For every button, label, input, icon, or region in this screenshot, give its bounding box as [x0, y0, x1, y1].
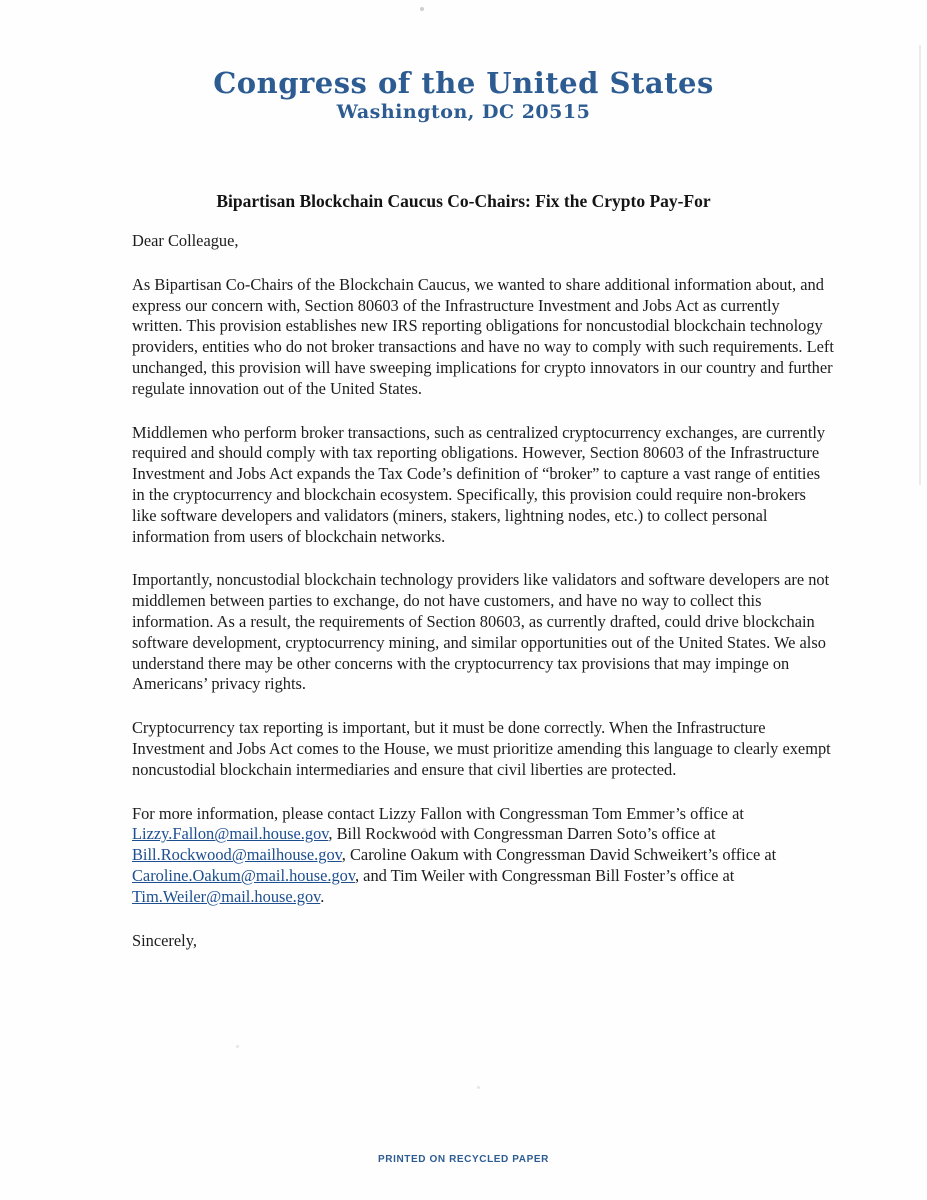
closing: Sincerely, — [132, 930, 197, 950]
contact-text: , Bill Rockwood with Congressman Darren Soto’s office at — [328, 824, 716, 844]
email-link[interactable]: Caroline.Oakum@mail.house.gov — [132, 865, 355, 885]
letter-body — [132, 231, 834, 974]
contact-text: For more information, please contact Lizzy Fallon with Congressman Tom Emmer’s office at — [132, 803, 744, 823]
email-link[interactable]: Tim.Weiler@mail.house.gov — [132, 886, 321, 906]
contact-text: . — [320, 886, 325, 906]
congressional-letterhead — [0, 66, 927, 123]
paragraph-2: Middlemen who perform broker transactions, such as centralized cryptocurrency exchanges, are currently required and should comply with tax reporting obligations. However, Section 80603 of the Infrastructure Investment and Jobs Act expands the Tax Code’s definition of “broker” to capture a vast range of entities in the cryptocurrency and blockchain ecosystem. Specifically, this provision could require non-brokers like software developers and validators (miners, stakers, lightning nodes, etc.) to collect personal information from users of blockchain networks. — [132, 422, 826, 546]
letterhead-title: Congress of the United States — [213, 66, 714, 100]
email-link[interactable]: Lizzy.Fallon@mail.house.gov — [132, 824, 329, 844]
scan-artifact — [420, 7, 424, 11]
letterhead-address: Washington, DC 20515 — [336, 101, 591, 123]
contact-text: , Caroline Oakum with Congressman David Schweikert’s office at — [341, 845, 777, 865]
paragraph-1: As Bipartisan Co-Chairs of the Blockchain Caucus, we wanted to share additional information about, and express our concern with, Section 80603 of the Infrastructure Investment and Jobs Act as currently written. This provision establishes new IRS reporting obligations for noncustodial blockchain technology providers, entities who do not broker transactions and have no way to comply with such requirements. Left unchanged, this provision will have sweeping implications for crypto innovators in our country and further regulate innovation out of the United States. — [132, 274, 834, 398]
paragraph-3: Importantly, noncustodial blockchain technology providers like validators and software developers are not middlemen between parties to exchange, do not have customers, and have no way to collect this information. As a result, the requirements of Section 80603, as currently drafted, could drive blockchain software development, cryptocurrency mining, and similar opportunities out of the United States. We also understand there may be other concerns with the cryptocurrency tax provisions that may impinge on Americans’ privacy rights. — [132, 570, 830, 694]
contact-paragraph — [132, 804, 834, 908]
scan-artifact — [477, 1086, 480, 1089]
recycled-paper-notice: PRINTED ON RECYCLED PAPER — [378, 1154, 549, 1165]
email-link[interactable]: Bill.Rockwood@mailhouse.gov — [132, 845, 342, 865]
paragraph-4: Cryptocurrency tax reporting is important, but it must be done correctly. When the Infrastructure Investment and Jobs Act comes to the House, we must prioritize amending this language to clearly exempt noncustodial blockchain intermediaries and ensure that civil liberties are protected. — [132, 718, 831, 779]
contact-text: , and Tim Weiler with Congressman Bill Foster’s office at — [354, 865, 735, 885]
salutation: Dear Colleague, — [132, 231, 239, 250]
scan-artifact — [236, 1045, 239, 1048]
letter-title: Bipartisan Blockchain Caucus Co-Chairs: Fix the Crypto Pay-For — [216, 191, 711, 211]
